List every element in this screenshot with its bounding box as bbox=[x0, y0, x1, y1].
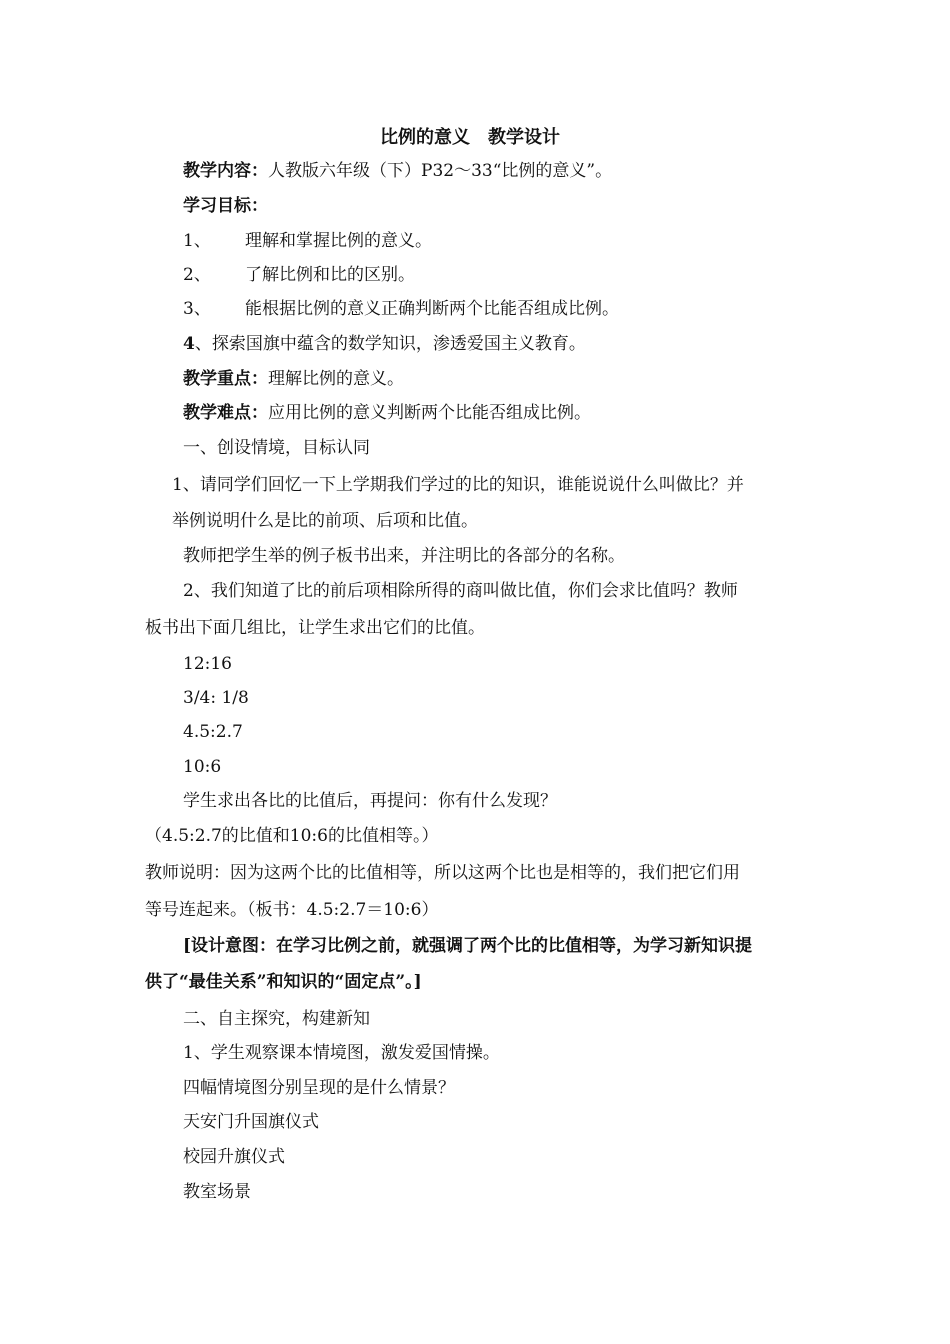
paragraph-7: 1、学生观察课本情境图，激发爱国情操。 bbox=[183, 1043, 500, 1063]
teaching-content bbox=[183, 160, 612, 182]
paragraph-6-line-1: 教师说明：因为这两个比的比值相等，所以这两个比也是相等的，我们把它们用 bbox=[145, 863, 740, 883]
difficulty-label: 教学难点： bbox=[183, 403, 268, 423]
design-intent-line-1: [设计意图：在学习比例之前，就强调了两个比的比值相等，为学习新知识提 bbox=[183, 936, 753, 956]
paragraph-3-line-1: 2、我们知道了比的前后项相除所得的商叫做比值，你们会求比值吗？教师 bbox=[183, 581, 738, 601]
section-heading-2: 二、自主探究，构建新知 bbox=[183, 1009, 370, 1029]
key-text: 理解比例的意义。 bbox=[268, 369, 404, 389]
goals-label: 学习目标： bbox=[183, 196, 268, 216]
paragraph-2: 教师把学生举的例子板书出来，并注明比的各部分的名称。 bbox=[183, 546, 625, 566]
goal-number: 1、 bbox=[183, 231, 211, 251]
ratio-item: 12:16 bbox=[183, 654, 232, 674]
goal-number: 4 bbox=[183, 334, 195, 354]
content-label: 教学内容： bbox=[183, 161, 268, 181]
goal-number: 2、 bbox=[183, 265, 211, 285]
teaching-difficulty bbox=[183, 402, 591, 424]
paragraph-5: （4.5:2.7的比值和10:6的比值相等。） bbox=[145, 826, 439, 846]
section-heading-1: 一、创设情境，目标认同 bbox=[183, 438, 370, 458]
goal-text: 了解比例和比的区别。 bbox=[245, 265, 415, 285]
goal-item-1 bbox=[183, 230, 432, 252]
content-text: 人教版六年级（下）P32～33“比例的意义”。 bbox=[268, 161, 613, 181]
key-label: 教学重点： bbox=[183, 369, 268, 389]
doc-title: 比例的意义 教学设计 bbox=[380, 127, 560, 148]
goal-text: 能根据比例的意义正确判断两个比能否组成比例。 bbox=[245, 299, 619, 319]
scene-item: 天安门升国旗仪式 bbox=[183, 1112, 319, 1132]
teaching-key-point bbox=[183, 368, 404, 390]
paragraph-8: 四幅情境图分别呈现的是什么情景？ bbox=[183, 1078, 455, 1098]
difficulty-text: 应用比例的意义判断两个比能否组成比例。 bbox=[268, 403, 591, 423]
goal-item-2 bbox=[183, 264, 415, 286]
scene-item: 教室场景 bbox=[183, 1182, 251, 1202]
design-intent-line-2: 供了“最佳关系”和知识的“固定点”。] bbox=[145, 972, 422, 992]
goal-number: 3、 bbox=[183, 299, 211, 319]
paragraph-1-line-1: 1、请同学们回忆一下上学期我们学过的比的知识，谁能说说什么叫做比？并 bbox=[172, 475, 744, 495]
goal-item-4 bbox=[183, 333, 586, 355]
goal-item-3 bbox=[183, 298, 619, 320]
ratio-item: 10:6 bbox=[183, 757, 222, 777]
paragraph-3-line-2: 板书出下面几组比，让学生求出它们的比值。 bbox=[145, 618, 485, 638]
goal-text: 理解和掌握比例的意义。 bbox=[245, 231, 432, 251]
ratio-item: 4.5:2.7 bbox=[183, 722, 243, 742]
goal-text: 、探索国旗中蕴含的数学知识，渗透爱国主义教育。 bbox=[194, 334, 586, 354]
paragraph-6-line-2: 等号连起来。（板书：4.5:2.7＝10:6） bbox=[145, 900, 439, 920]
ratio-item: 3/4: 1/8 bbox=[183, 688, 249, 708]
scene-item: 校园升旗仪式 bbox=[183, 1147, 285, 1167]
paragraph-1-line-2: 举例说明什么是比的前项、后项和比值。 bbox=[172, 511, 478, 531]
paragraph-4: 学生求出各比的比值后，再提问：你有什么发现？ bbox=[183, 791, 557, 811]
